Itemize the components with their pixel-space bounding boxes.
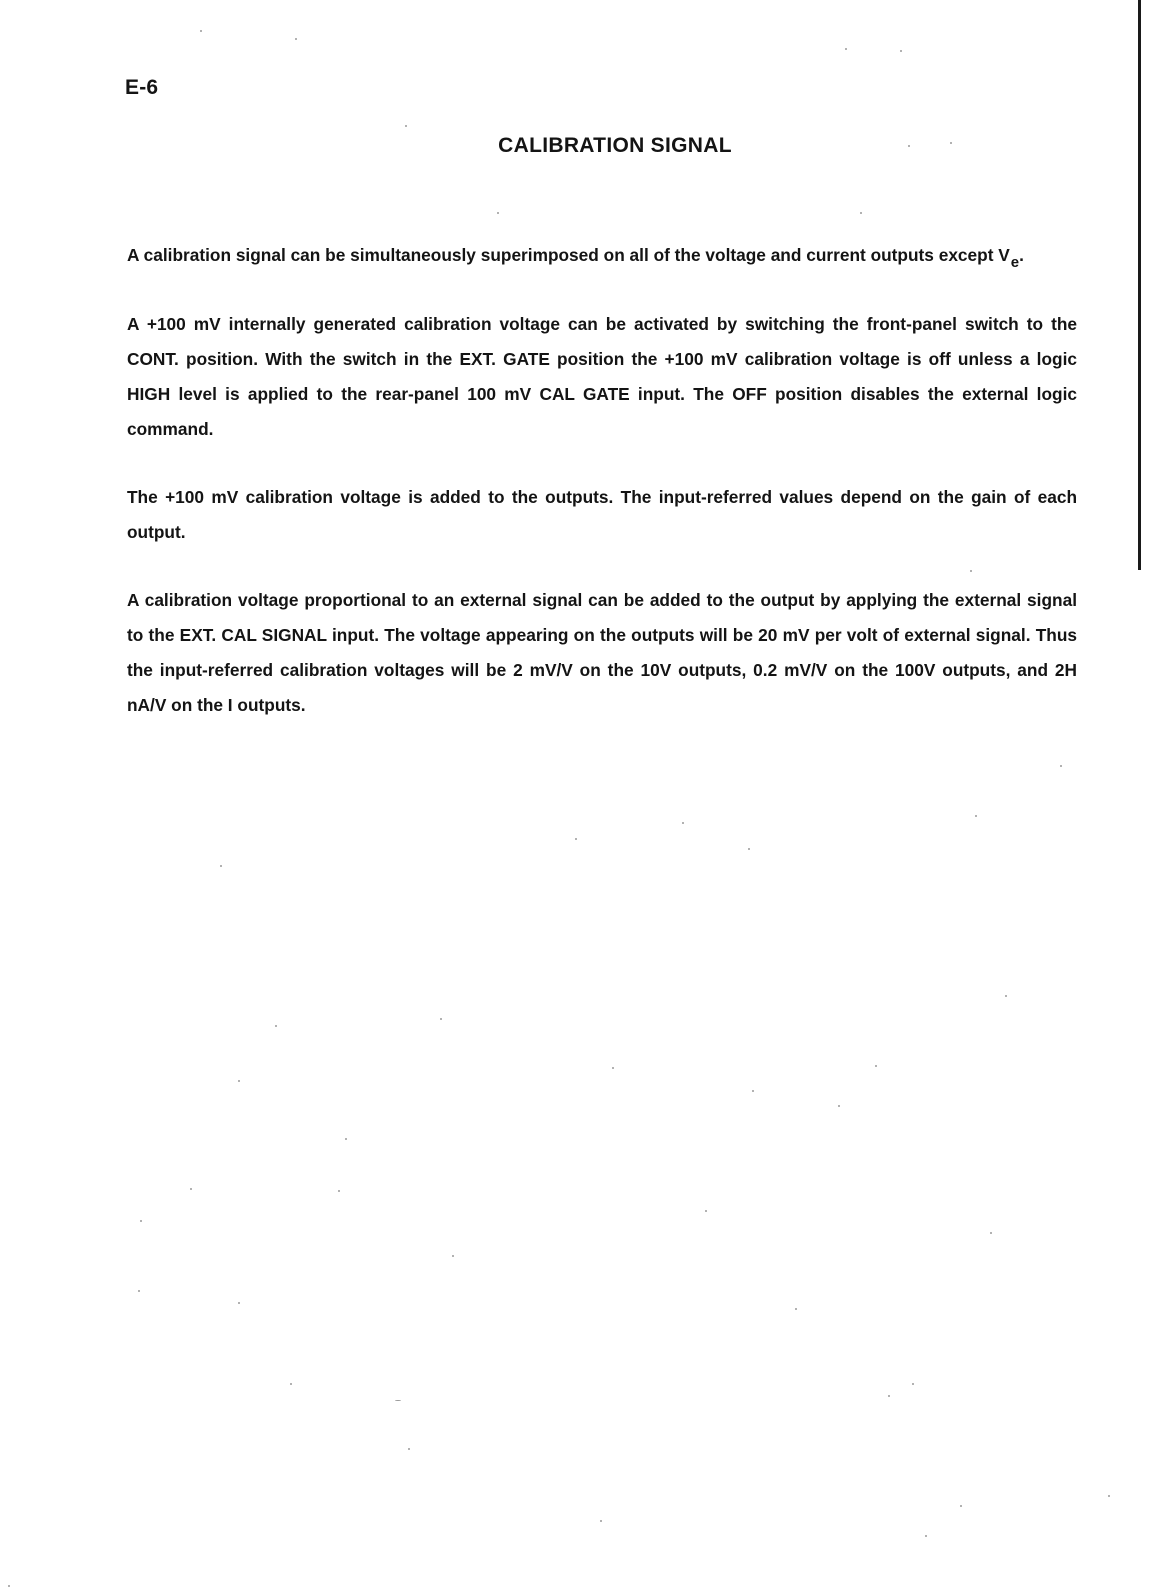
paragraph-added-to-outputs: The +100 mV calibration voltage is added to the outputs. The input-referred values depend on the gain of each output. bbox=[127, 487, 1077, 542]
scan-speck bbox=[140, 1220, 142, 1222]
scan-speck bbox=[200, 30, 202, 32]
scan-speck bbox=[452, 1255, 454, 1257]
paragraph-external-calibration: A calibration voltage proportional to an external signal can be added to the output by applying the external signal to the EXT. CAL SIGNAL input. The voltage appearing on the outputs will be 20 mV per volt of external signal. Thus the input-referred calibration voltages will be 2 mV/V on the 10V outputs, 0.2 mV/V on the 100V outputs, and 2H nA/V on the I outputs. bbox=[127, 590, 1077, 715]
scan-speck bbox=[408, 1448, 410, 1450]
scan-speck bbox=[960, 1505, 962, 1507]
scan-speck bbox=[950, 142, 952, 144]
scan-speck bbox=[752, 1090, 754, 1092]
scan-speck bbox=[600, 1520, 602, 1522]
scan-speck bbox=[238, 1302, 240, 1304]
scan-speck bbox=[908, 145, 910, 147]
scan-speck bbox=[345, 1138, 347, 1140]
scan-speck bbox=[875, 1065, 877, 1067]
scan-speck bbox=[682, 822, 684, 824]
paragraph-calibration-intro-text: A calibration signal can be simultaneously superimposed on all of the voltage and current outputs except V bbox=[127, 245, 1010, 265]
scan-speck bbox=[395, 1400, 401, 1401]
scan-speck bbox=[925, 1535, 927, 1537]
scan-speck bbox=[612, 1067, 614, 1069]
scan-speck bbox=[238, 1080, 240, 1082]
scan-speck bbox=[575, 838, 577, 840]
scan-speck bbox=[338, 1190, 340, 1192]
page-title: CALIBRATION SIGNAL bbox=[498, 134, 732, 157]
scan-speck bbox=[975, 815, 977, 817]
scan-speck bbox=[290, 1383, 292, 1385]
scan-speck bbox=[888, 1395, 890, 1397]
scan-speck bbox=[845, 48, 847, 50]
paragraph-calibration-intro-tail: . bbox=[1019, 245, 1024, 265]
scan-speck bbox=[1060, 765, 1062, 767]
scan-speck bbox=[838, 1105, 840, 1107]
scan-speck bbox=[705, 1210, 707, 1212]
scan-speck bbox=[900, 50, 902, 52]
body-text bbox=[127, 238, 1077, 756]
scan-speck bbox=[275, 1025, 277, 1027]
scan-speck bbox=[912, 1383, 914, 1385]
scan-speck bbox=[990, 1232, 992, 1234]
scan-speck bbox=[860, 212, 862, 214]
scan-speck bbox=[8, 1585, 10, 1587]
paragraph-internal-calibration: A +100 mV internally generated calibration voltage can be activated by switching the front-panel switch to the CONT. position. With the switch in the EXT. GATE position the +100 mV calibration voltage is off unless a logic HIGH level is applied to the rear-panel 100 mV CAL GATE input. The OFF position disables the external logic command. bbox=[127, 314, 1077, 439]
scan-speck bbox=[970, 570, 972, 572]
scan-speck bbox=[405, 125, 407, 127]
scan-speck bbox=[1108, 1495, 1110, 1497]
scan-speck bbox=[220, 865, 222, 867]
scan-edge-line bbox=[1138, 0, 1141, 570]
scan-speck bbox=[190, 1188, 192, 1190]
scan-speck bbox=[795, 1308, 797, 1310]
scan-speck bbox=[295, 38, 297, 40]
paragraph-calibration-intro bbox=[127, 238, 1077, 274]
subscript-e: e bbox=[1010, 254, 1020, 271]
scan-speck bbox=[1005, 995, 1007, 997]
scan-speck bbox=[440, 1018, 442, 1020]
scan-speck bbox=[138, 1290, 140, 1292]
scan-speck bbox=[497, 212, 499, 214]
page-number: E-6 bbox=[125, 76, 159, 99]
scan-speck bbox=[748, 848, 750, 850]
